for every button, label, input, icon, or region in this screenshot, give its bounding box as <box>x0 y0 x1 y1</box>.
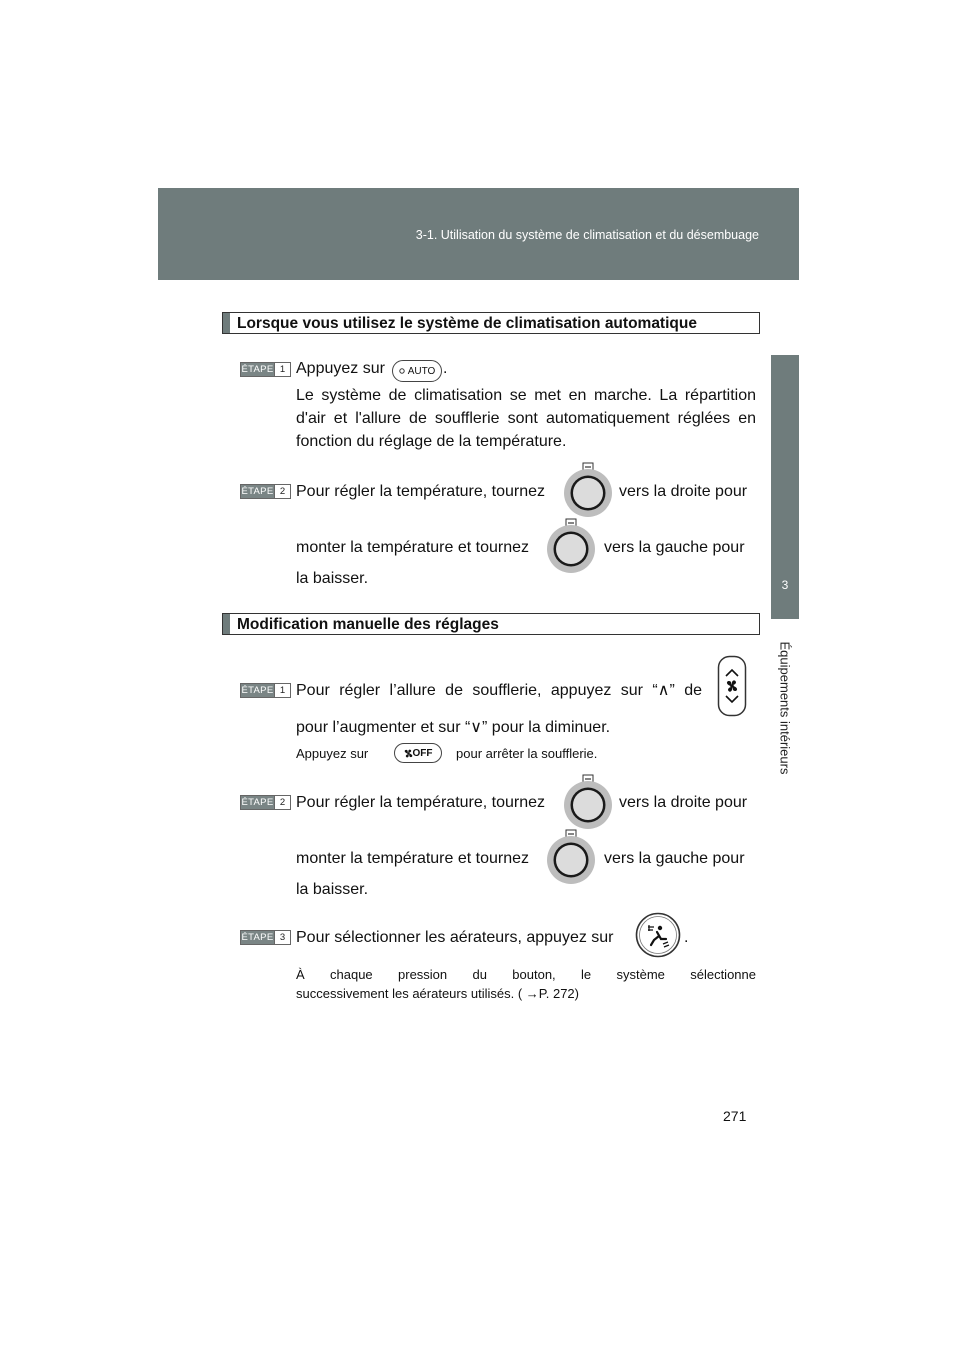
section-heading-manual <box>222 613 760 635</box>
step-badge-number: 3 <box>274 931 290 944</box>
step-text: vers la gauche pour <box>604 539 745 556</box>
step-text: la baisser. <box>296 881 369 898</box>
section-bar <box>223 313 230 333</box>
step-note: Appuyez sur <box>296 746 369 761</box>
step-note: pour arrêter la soufflerie. <box>456 746 598 761</box>
chapter-header <box>158 188 799 280</box>
step-note-reference: successivement les aérateurs utilisés. ( →P. 272) <box>296 986 579 1001</box>
step-badge-label: ÉTAPE <box>241 486 274 497</box>
step-badge-2 <box>240 795 291 810</box>
step-badge-number: 1 <box>274 363 290 376</box>
section-title: Lorsque vous utilisez le système de climatisation automatique <box>237 315 697 332</box>
chapter-side-label <box>774 628 796 788</box>
chapter-side-label-text: Équipements intérieurs <box>777 641 793 775</box>
section-heading-automatic <box>222 312 760 334</box>
step-badge-label: ÉTAPE <box>241 932 274 943</box>
step-text: Pour régler l’allure de soufflerie, appuyez sur “∧” de <box>296 682 702 699</box>
step-text: la baisser. <box>296 570 369 587</box>
chapter-tab <box>771 355 799 619</box>
step-text: . <box>684 929 689 946</box>
step-badge-label: ÉTAPE <box>241 364 274 375</box>
step-badge-1 <box>240 362 291 377</box>
step-badge-number: 2 <box>274 485 290 498</box>
step-note: À chaque pression du bouton, le système sélectionne <box>296 967 756 982</box>
step-badge-number: 1 <box>274 684 290 697</box>
fan-off-button <box>394 743 442 763</box>
temperature-dial-icon <box>562 774 614 830</box>
auto-button-label: AUTO <box>407 365 436 377</box>
section-title: Modification manuelle des réglages <box>237 616 499 633</box>
step-text: vers la droite pour <box>619 794 748 811</box>
step-text: Pour régler la température, tournez <box>296 794 546 811</box>
step-text: vers la gauche pour <box>604 850 745 867</box>
step-text: pour l’augmenter et sur “∨” pour la diminuer. <box>296 719 611 736</box>
temperature-dial-icon <box>545 829 597 885</box>
step-description: fonction du réglage de la température. <box>296 433 567 450</box>
fan-icon <box>404 749 413 758</box>
temperature-dial-icon <box>545 518 597 574</box>
fan-off-label: OFF <box>412 747 433 759</box>
indicator-light-icon <box>399 368 405 374</box>
fan-speed-button-icon <box>717 655 747 717</box>
step-text: vers la droite pour <box>619 483 748 500</box>
step-badge-1 <box>240 683 291 698</box>
step-text: Appuyez sur <box>296 360 385 377</box>
step-text: . <box>443 360 448 377</box>
vent-mode-button-icon <box>635 912 681 958</box>
step-text: monter la température et tournez <box>296 539 530 556</box>
step-description: Le système de climatisation se met en marche. La répartition <box>296 387 756 404</box>
step-badge-number: 2 <box>274 796 290 809</box>
step-text: monter la température et tournez <box>296 850 530 867</box>
chapter-title: 3-1. Utilisation du système de climatisation et du désembuage <box>415 228 759 242</box>
chapter-number: 3 <box>781 578 789 592</box>
step-text: Pour régler la température, tournez <box>296 483 546 500</box>
section-bar <box>223 614 230 634</box>
step-badge-label: ÉTAPE <box>241 797 274 808</box>
step-badge-3 <box>240 930 291 945</box>
step-description: d'air et l'allure de soufflerie sont automatiquement réglées en <box>296 410 756 427</box>
temperature-dial-icon <box>562 462 614 518</box>
step-text: Pour sélectionner les aérateurs, appuyez sur <box>296 929 614 946</box>
step-badge-label: ÉTAPE <box>241 685 274 696</box>
page-number: 271 <box>723 1108 747 1124</box>
auto-button <box>392 360 442 382</box>
step-badge-2 <box>240 484 291 499</box>
